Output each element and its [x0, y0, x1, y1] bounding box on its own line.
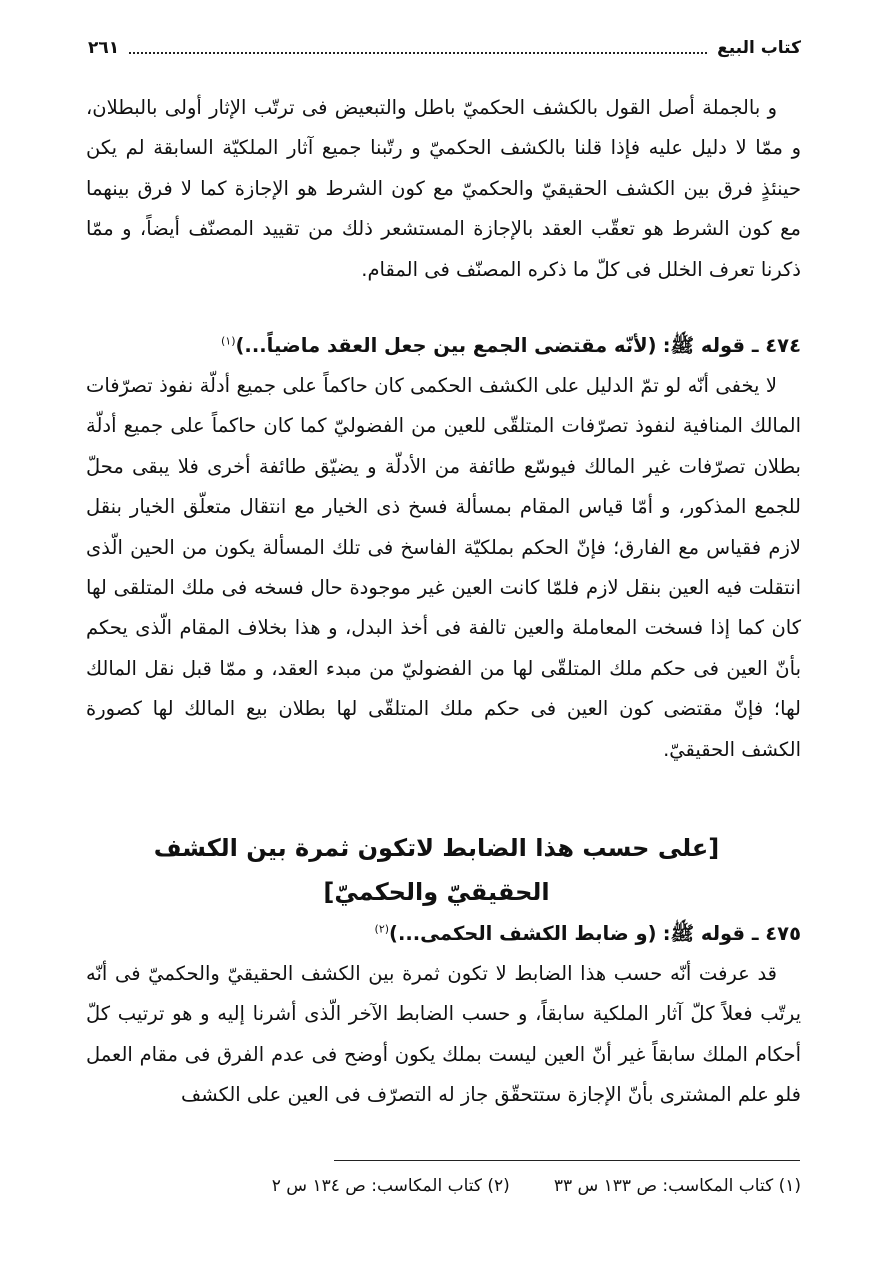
page-number: ٢٦١ — [88, 38, 120, 58]
section-474 — [86, 326, 801, 770]
footnotes — [86, 1176, 801, 1196]
section-474-heading — [86, 326, 801, 366]
running-header — [88, 34, 801, 62]
topic-heading-line-2: الحقيقيّ والحكميّ] — [323, 878, 550, 906]
footnote-separator — [334, 1160, 800, 1161]
section-475 — [86, 914, 801, 1116]
section-474-quote: (لأنّه مقتضى الجمع بين جعل العقد ماضياً...) — [235, 334, 657, 357]
paragraph-3: قد عرفت أنّه حسب هذا الضابط لا تكون ثمرة بين الكشف الحقيقيّ والحكميّ فى أنّه يرتّب فعلاً كلّ آثار الملكية سابقاً، و حسب الضابط الآخر الّذى أشرنا إليه و هو ترتيب كلّ أحكام الملك سابقاً غير أنّ العين ليست بملك يكون أوضح فى عدم الفرق فى مقام العمل فلو علم المشترى بأنّ الإجازة ستتحقّق جاز له التصرّف فى العين على الكشف — [86, 962, 801, 1107]
topic-heading-line-1: [على حسب هذا الضابط لاتكون ثمرة بين الكشف — [153, 834, 720, 862]
header-book-title: كتاب البيع — [717, 38, 801, 58]
header-dotted-leader — [129, 52, 707, 54]
section-474-label: ٤٧٤ ـ قوله ﷺ: — [662, 334, 801, 357]
footnote-ref-2: (٢) — [374, 922, 390, 936]
section-475-heading — [86, 914, 801, 954]
paragraph-1: و بالجملة أصل القول بالكشف الحكميّ باطل والتبعيض فى ترتّب الإثار أولى بالبطلان، و ممّا لا دليل عليه فإذا قلنا بالكشف الحكميّ و رتّبنا جميع آثار الملكيّة السابقة لم يكن حينئذٍ فرق بين الكشف الحقيقيّ والحكميّ مع كون الشرط هو الإجازة كما لا فرق بينهما مع كون الشرط هو تعقّب العقد بالإجازة المستشعر ذلك من تقييد المصنّف أيضاً، و ممّا ذكرنا تعرف الخلل فى كلّ ما ذكره المصنّف فى المقام. — [86, 96, 801, 281]
footnote-1: (١) كتاب المكاسب: ص ١٣٣ س ٣٣ — [553, 1176, 801, 1196]
section-475-quote: (و ضابط الكشف الحكمى...) — [389, 922, 657, 945]
paragraph-block-1 — [86, 88, 801, 290]
topic-heading — [130, 826, 743, 914]
footnote-2: (٢) كتاب المكاسب: ص ١٣٤ س ٢ — [271, 1176, 510, 1196]
footnote-ref-1: (١) — [220, 334, 236, 348]
section-475-label: ٤٧٥ ـ قوله ﷺ: — [662, 922, 801, 945]
paragraph-2: لا يخفى أنّه لو تمّ الدليل على الكشف الحكمى كان حاكماً على جميع أدلّة نفوذ تصرّفات المالك المنافية لنفوذ تصرّفات المتلقّى للعين من الفضوليّ كما كان حاكماً على جميع أدلّة بطلان تصرّفات غير المالك فيوسّع طائفة من الأدلّة و يضيّق طائفة أخرى فلا يبقى محلّ للجمع المذكور، و أمّا قياس المقام بمسألة فسخ ذى الخيار مع انتقال متعلّق الخيار بنقل لازم فقياس مع الفارق؛ فإنّ الحكم بملكيّة الفاسخ فى تلك المسألة يكون من الحين الّذى انتقلت فيه العين بنقل لازم فلمّا كانت العين غير موجودة حال فسخه فى ملك المتلقى لها كان كما إذا فسخت المعاملة والعين تالفة فى أخذ البدل، و هذا بخلاف المقام الّذى يحكم بأنّ العين فى حكم ملك المتلقّى لها من الفضوليّ من مبدء العقد، و ممّا قبل نقل المالك لها؛ فإنّ مقتضى كون العين فى حكم ملك المتلقّى لها بطلان بيع المالك لها كصورة الكشف الحقيقيّ. — [86, 374, 801, 761]
